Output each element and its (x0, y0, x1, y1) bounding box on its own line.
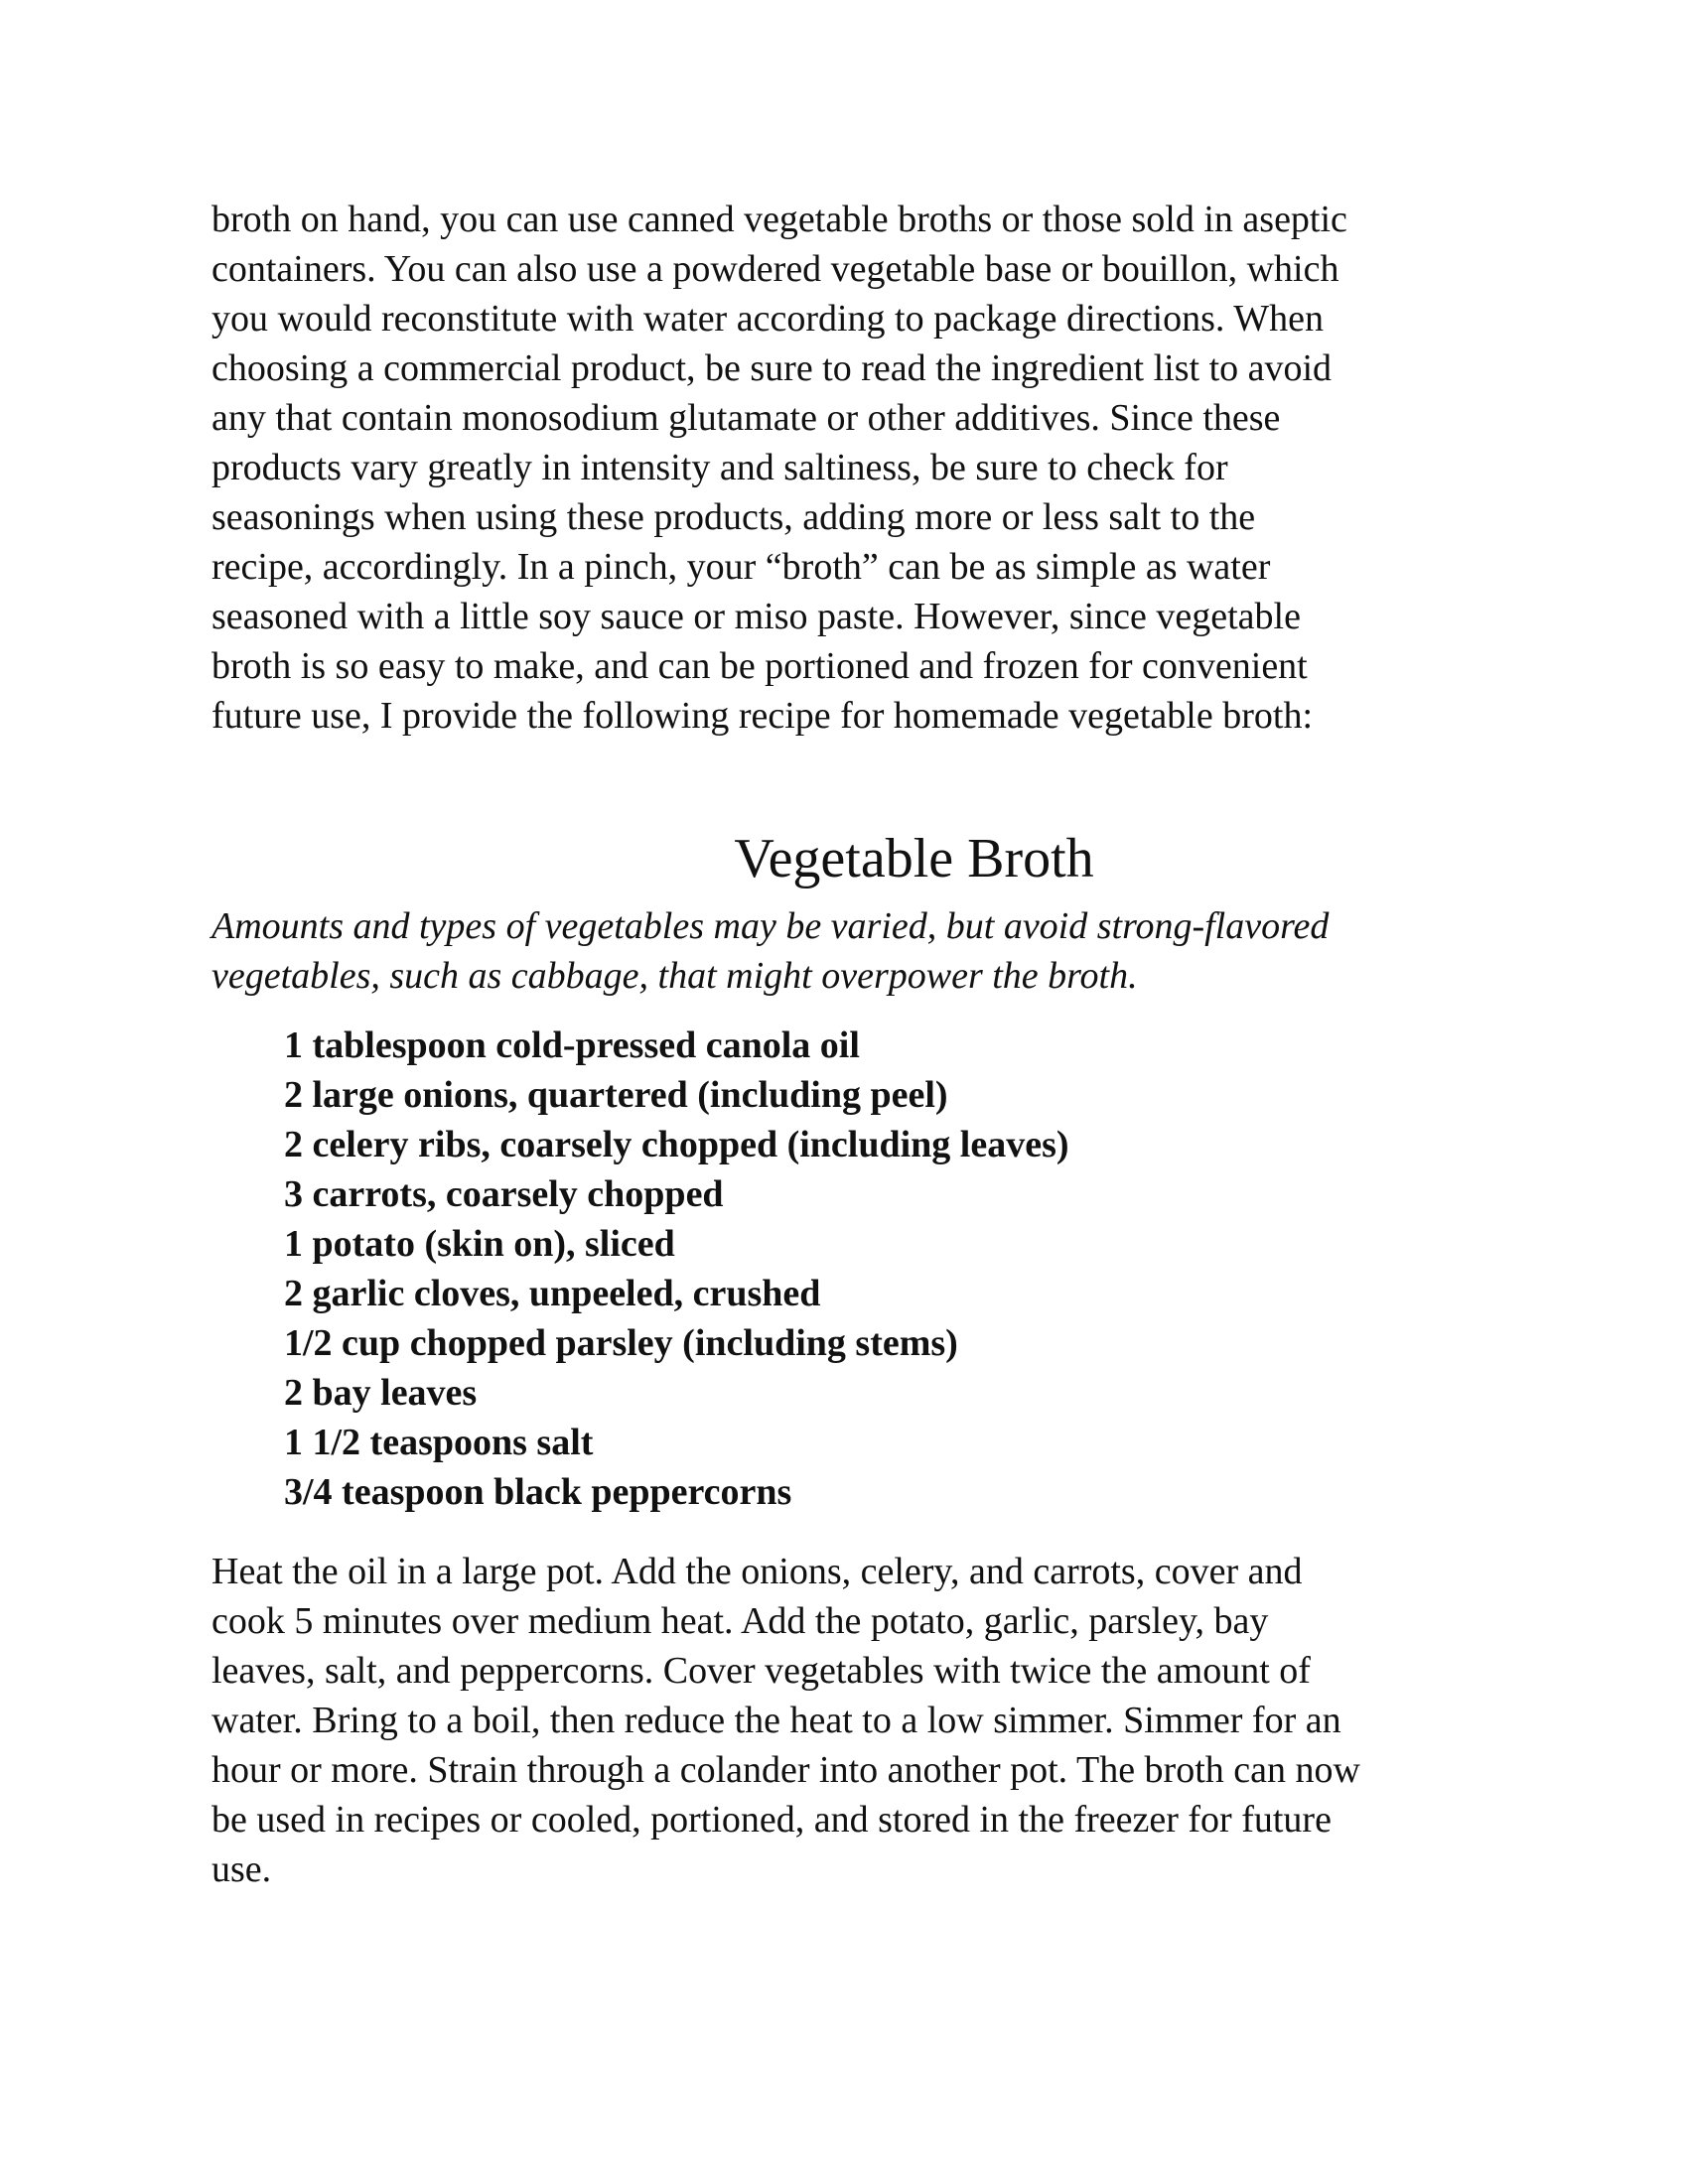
recipe-note-line: Amounts and types of vegetables may be varied, but avoid strong-flavored (211, 905, 1330, 947)
ingredient-list (211, 1021, 1492, 1517)
intro-line: containers. You can also use a powdered vegetable base or bouillon, which (211, 248, 1339, 290)
intro-line: seasoned with a little soy sauce or miso paste. However, since vegetable (211, 596, 1301, 637)
ingredient-item: 2 celery ribs, coarsely chopped (including leaves) (284, 1124, 1069, 1165)
recipe-title: Vegetable Broth (734, 828, 1094, 889)
intro-line: you would reconstitute with water according to package directions. When (211, 298, 1324, 340)
intro-line: broth is so easy to make, and can be portioned and frozen for convenient (211, 645, 1308, 687)
intro-line: any that contain monosodium glutamate or other additives. Since these (211, 397, 1281, 439)
intro-line: seasonings when using these products, adding more or less salt to the (211, 496, 1256, 538)
intro-line: future use, I provide the following recipe for homemade vegetable broth: (211, 695, 1313, 737)
ingredient-item: 1 1/2 teaspoons salt (284, 1422, 594, 1463)
recipe-note (211, 901, 1492, 1001)
method-line: be used in recipes or cooled, portioned, and stored in the freezer for future (211, 1799, 1332, 1841)
method-line: hour or more. Strain through a colander into another pot. The broth can now (211, 1749, 1360, 1791)
method-paragraph (211, 1547, 1492, 1894)
method-line: cook 5 minutes over medium heat. Add the potato, garlic, parsley, bay (211, 1600, 1269, 1642)
ingredient-item: 3 carrots, coarsely chopped (284, 1173, 724, 1215)
ingredient-item: 3/4 teaspoon black peppercorns (284, 1471, 792, 1513)
recipe-note-line: vegetables, such as cabbage, that might overpower the broth. (211, 955, 1138, 997)
intro-paragraph (211, 195, 1492, 741)
intro-line: broth on hand, you can use canned vegetable broths or those sold in aseptic (211, 199, 1347, 240)
method-line: water. Bring to a boil, then reduce the heat to a low simmer. Simmer for an (211, 1700, 1341, 1741)
intro-line: choosing a commercial product, be sure to read the ingredient list to avoid (211, 347, 1333, 389)
intro-line: products vary greatly in intensity and saltiness, be sure to check for (211, 447, 1228, 488)
ingredient-item: 2 large onions, quartered (including peel) (284, 1074, 948, 1116)
method-line: Heat the oil in a large pot. Add the onions, celery, and carrots, cover and (211, 1551, 1303, 1592)
ingredient-item: 2 bay leaves (284, 1372, 478, 1414)
ingredient-item: 2 garlic cloves, unpeeled, crushed (284, 1273, 821, 1314)
ingredient-item: 1 potato (skin on), sliced (284, 1223, 675, 1265)
method-line: leaves, salt, and peppercorns. Cover vegetables with twice the amount of (211, 1650, 1311, 1692)
ingredient-item: 1 tablespoon cold-pressed canola oil (284, 1024, 860, 1066)
ingredient-item: 1/2 cup chopped parsley (including stems) (284, 1322, 958, 1364)
document-page (211, 195, 1492, 1894)
intro-line: recipe, accordingly. In a pinch, your “broth” can be as simple as water (211, 546, 1271, 588)
method-line: use. (211, 1848, 272, 1890)
